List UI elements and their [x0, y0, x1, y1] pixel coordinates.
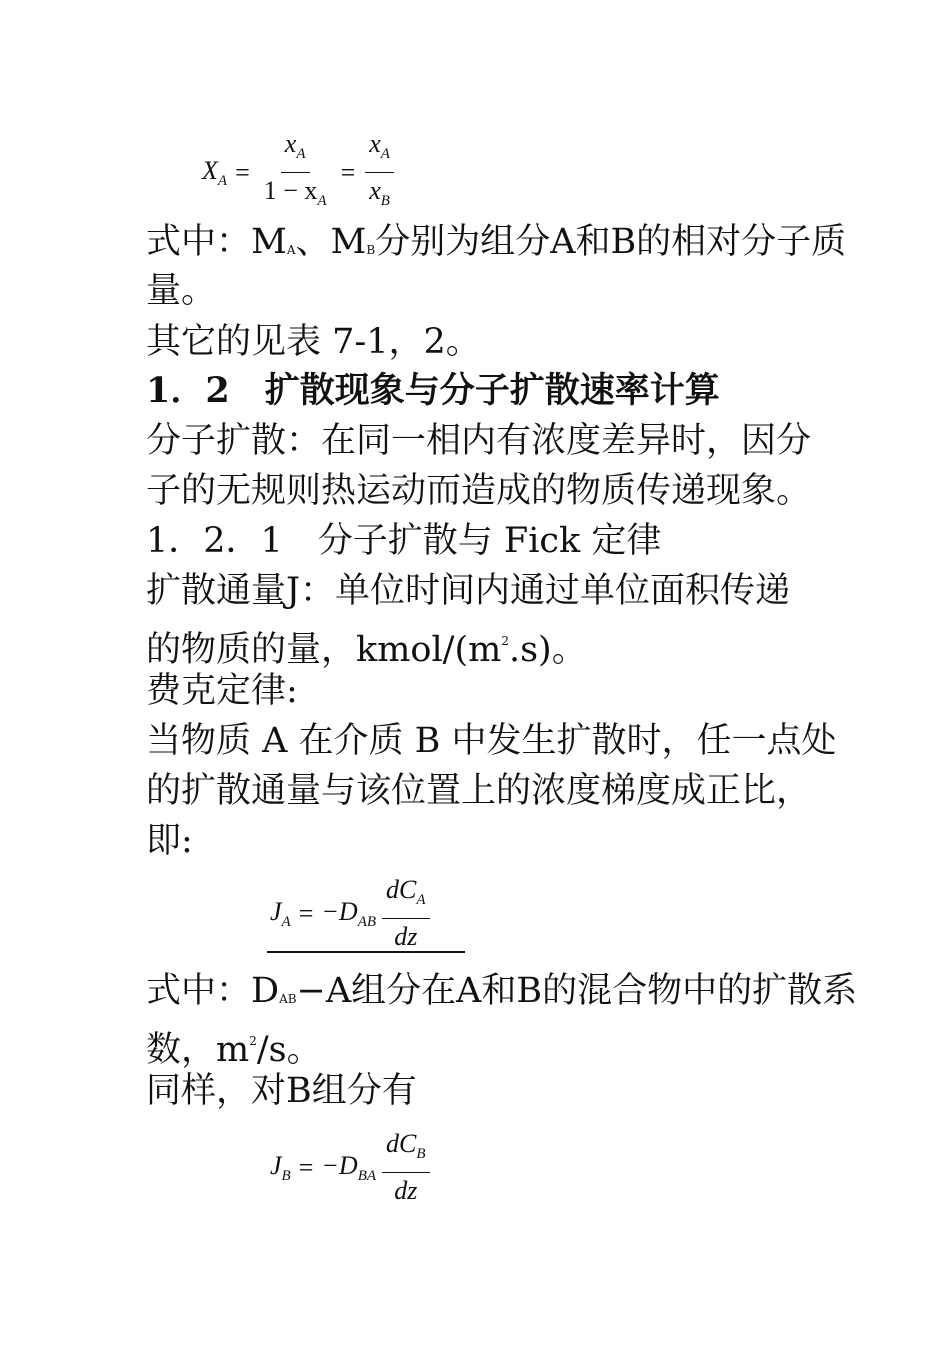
text-line-14: 同样，对B组分有	[146, 1071, 417, 1111]
equation-fick-b: $J_B$ = $-D_{BA}$ $\frac{dC_B}{dz}$	[270, 1128, 432, 1207]
eq2-fraction: $\frac{dC_A}{dz}$	[382, 874, 430, 953]
equation-fick-a: $J_A$ = $-D_{AB}$ $\frac{dC_A}{dz}$	[270, 874, 432, 953]
text-line-9: 当物质 A 在介质 B 中发生扩散时，任一点处	[146, 721, 837, 761]
text-line-10: 的扩散通量与该位置上的浓度梯度成正比，	[146, 771, 812, 811]
eq3-fraction: $\frac{dC_B}{dz}$	[382, 1128, 430, 1207]
text-line-2: 量。	[146, 271, 217, 311]
eq2-coefficient: $-D_{AB}$	[321, 896, 377, 930]
eq3-coefficient: $-D_{BA}$	[321, 1150, 377, 1184]
section-heading-1-2: 1．2 扩散现象与分子扩散速率计算	[146, 370, 720, 411]
equation-underline-rule	[267, 951, 465, 953]
text-line-1: 式中：MA、MB分别为组分A和B的相对分子质	[146, 222, 847, 262]
text-line-3: 其它的见表 7-1，2。	[146, 322, 481, 362]
equation-mole-ratio: $X_A$ = $\frac{x_A}{1 - x_A}$ = $\frac{x_A}{x_B}$	[202, 128, 396, 217]
eq1-fraction-1: $\frac{x_A}{1 - x_A}$	[263, 129, 327, 209]
eq3-lhs: $J_B$	[270, 1150, 291, 1184]
section-heading-1-2-1: 1．2．1 分子扩散与 Fick 定律	[146, 521, 662, 561]
text-line-13: 数，$m^2/s$。	[146, 1030, 322, 1070]
text-line-8: 费克定律:	[146, 671, 298, 711]
text-line-12: 式中：DAB−A组分在A和B的混合物中的扩散系	[146, 971, 858, 1011]
eq2-lhs: $J_A$	[270, 896, 291, 930]
text-line-5: 子的无规则热运动而造成的物质传递现象。	[146, 471, 812, 511]
text-line-4: 分子扩散：在同一相内有浓度差异时，因分	[146, 421, 812, 461]
eq1-fraction-2: $\frac{x_A}{x_B}$	[365, 128, 394, 217]
text-line-6: 扩散通量J：单位时间内通过单位面积传递	[146, 571, 791, 611]
eq1-lhs: $X_A$	[202, 155, 228, 189]
text-line-7: 的物质的量，kmol/$(m^2.s)$。	[146, 630, 587, 670]
text-line-11: 即:	[146, 821, 193, 861]
